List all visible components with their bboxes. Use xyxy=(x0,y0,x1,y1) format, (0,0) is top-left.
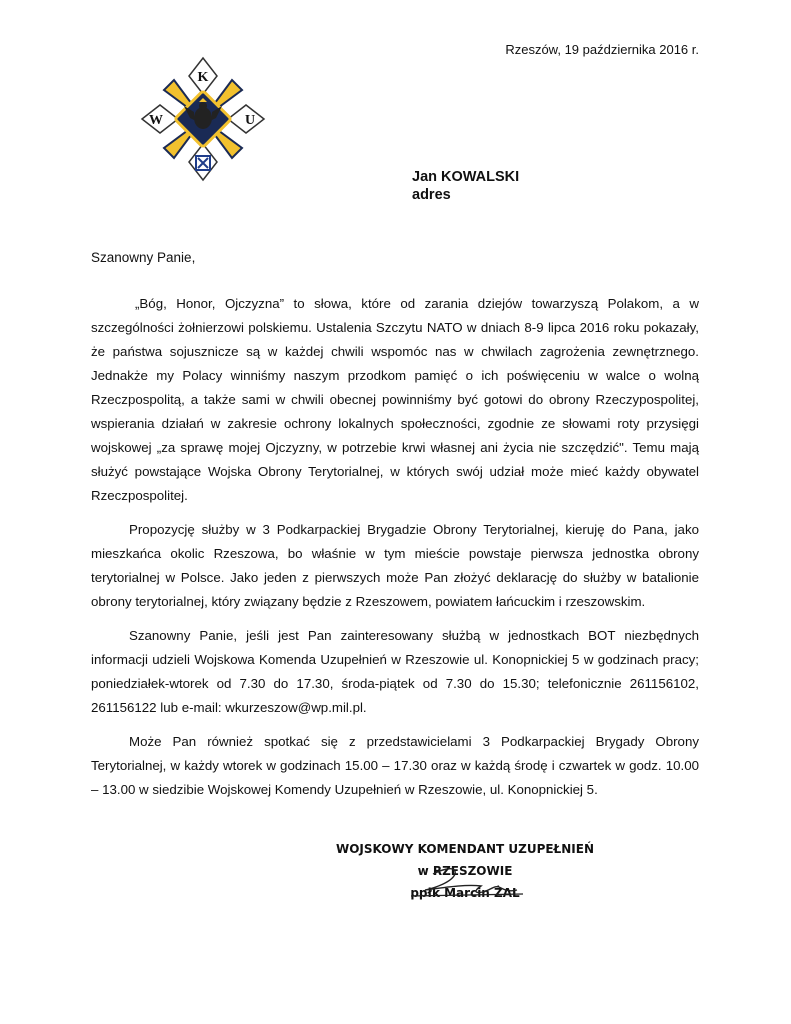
recipient-name: Jan KOWALSKI xyxy=(412,169,520,185)
letter-date: Rzeszów, 19 października 2016 r. xyxy=(505,42,699,57)
paragraph: Może Pan również spotkać się z przedstawicielami 3 Podkarpackiej Brygady Obrony Terytorialnej, w każdy wtorek w godzinach 15.00 – 17.30 oraz w każdą środę i czwartek w godz. 10.00 – 13.00 w siedzibie Wojskowej Komendy Uzupełnień w Rzeszowie, ul. Konopnickiej 5. xyxy=(91,734,699,797)
handwritten-signature xyxy=(405,860,525,904)
wku-emblem-logo xyxy=(140,56,266,182)
salutation: Szanowny Panie, xyxy=(91,250,196,265)
bottom-cross-badge xyxy=(196,156,210,170)
signature-name: ppłk Marcin ŻAL xyxy=(410,886,520,900)
logo-letter-u: U xyxy=(244,113,256,128)
recipient-address: adres xyxy=(412,187,451,203)
paragraph: „Bóg, Honor, Ojczyzna” to słowa, które od zarania dziejów towarzyszą Polakom, a w szczególności żołnierzowi polskiemu. Ustalenia Szczytu NATO w dniach 8-9 lipca 2016 roku pokazały, że państwa sojusznicze są w każdej chwili wspomóc nas w chwilach zagrożenia zewnętrznego. Jednakże my Polacy winniśmy naszym przodkom pamięć o ich poświęceniu w walce o wolną Rzeczpospolitą, a także sami w chwili obecnej powinniśmy być gotowi do obrony Rzeczypospolitej, wspierania działań w zakresie ochrony lokalnych społeczności, zgodnie ze słowami roty przysięgi wojskowej „za sprawę mojej Ojczyzny, w potrzebie krwi własnej ani życia nie szczędzić". Temu mają służyć powstające Wojska Obrony Terytorialnej, w których swój udział może mieć każdy obywatel Rzeczpospolitej. xyxy=(91,296,699,503)
letter-body xyxy=(91,292,699,812)
signature-title: WOJSKOWY KOMENDANT UZUPEŁNIEŃ xyxy=(335,842,595,856)
signature-location: w RZESZOWIE xyxy=(417,864,513,878)
paragraph: Propozycję służby w 3 Podkarpackiej Brygadzie Obrony Terytorialnej, kieruję do Pana, jako mieszkańca okolic Rzeszowa, bo właśnie w tym mieście powstaje pierwsza jednostka obrony terytorialnej w Polsce. Jako jeden z pierwszych może Pan złożyć deklarację do służby w batalionie obrony terytorialnej, który związany będzie z Rzeszowem, powiatem łańcuckim i rzeszowskim. xyxy=(91,522,699,609)
logo-letter-k: K xyxy=(197,70,209,85)
logo-letter-w: W xyxy=(149,113,163,128)
paragraph: Szanowny Panie, jeśli jest Pan zainteresowany służbą w jednostkach BOT niezbędnych informacji udzieli Wojskowa Komenda Uzupełnień w Rzeszowie ul. Konopnickiej 5 w godzinach pracy; poniedziałek-wtorek od 7.30 do 17.30, środa-piątek od 7.30 do 15.30; telefonicznie 261156102, 261156122 lub e-mail: wkurzeszow@wp.mil.pl. xyxy=(91,628,699,715)
recipient-block xyxy=(412,168,519,204)
